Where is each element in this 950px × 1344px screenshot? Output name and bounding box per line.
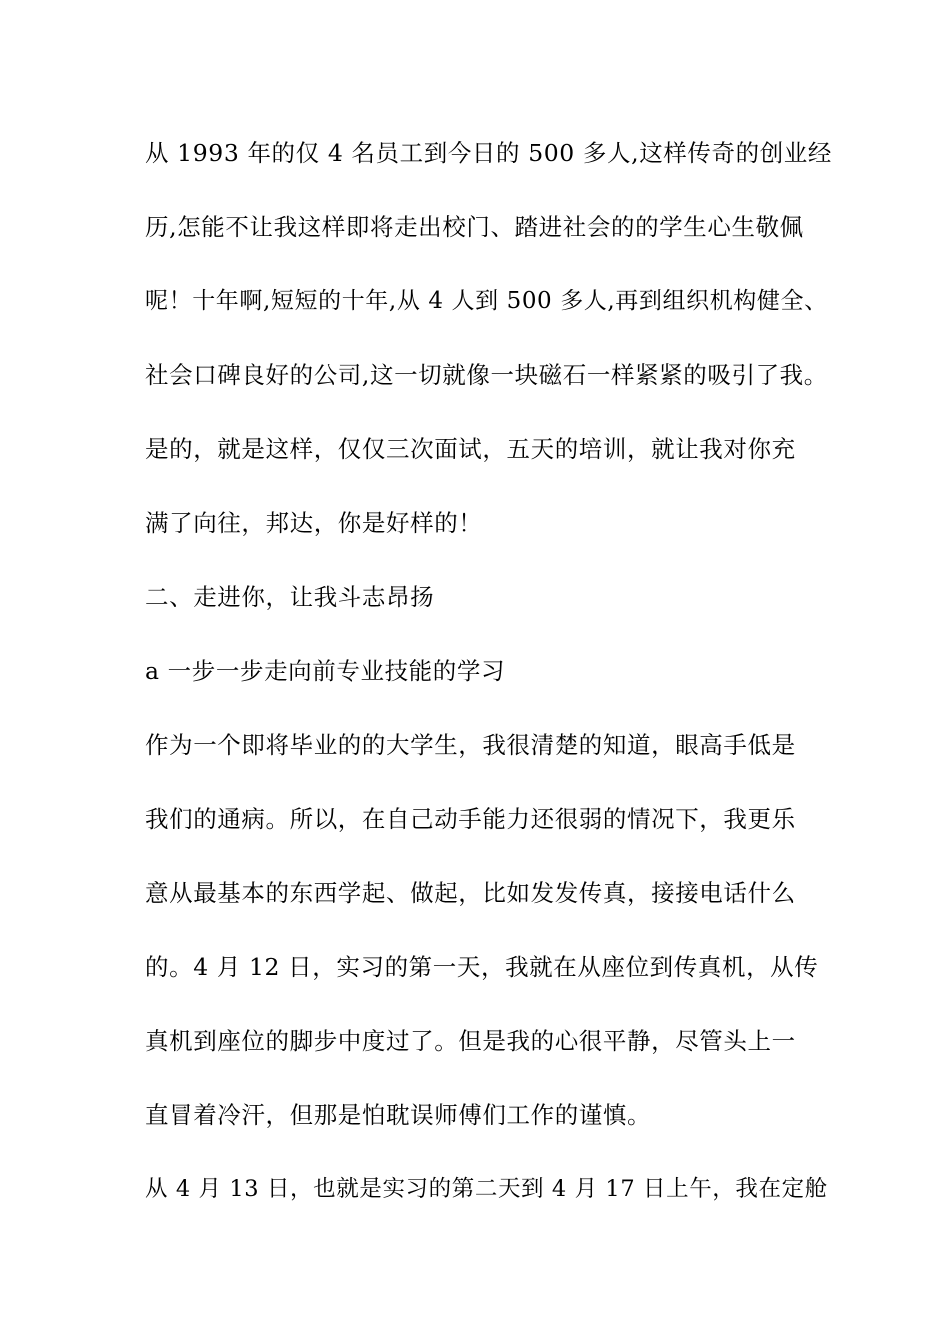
text-line: 直冒着冷汗，但那是怕耽误师傅们工作的谨慎。: [145, 1101, 652, 1129]
subsection-heading: a 一步一步走向前专业技能的学习: [145, 657, 506, 685]
document-body: [145, 133, 835, 1243]
text-line: 历,怎能不让我这样即将走出校门、踏进社会的的学生心生敬佩: [145, 213, 804, 241]
text-line: 我们的通病。所以，在自己动手能力还很弱的情况下，我更乐: [145, 805, 796, 833]
text-line: 从 1993 年的仅 4 名员工到今日的 500 多人,这样传奇的创业经: [145, 139, 833, 167]
text-line: 是的，就是这样，仅仅三次面试，五天的培训，就让我对你充: [145, 435, 796, 463]
text-line: 的。4 月 12 日，实习的第一天，我就在从座位到传真机，从传: [145, 953, 819, 981]
text-line: 真机到座位的脚步中度过了。但是我的心很平静，尽管头上一: [145, 1027, 796, 1055]
text-line: 意从最基本的东西学起、做起，比如发发传真，接接电话什么: [145, 879, 796, 907]
text-line: 作为一个即将毕业的的大学生，我很清楚的知道，眼高手低是: [145, 731, 796, 759]
text-line: 满了向往，邦达，你是好样的！: [145, 509, 483, 537]
section-heading: 二、走进你，让我斗志昂扬: [145, 583, 435, 611]
text-line: 从 4 月 13 日，也就是实习的第二天到 4 月 17 日上午，我在定舱: [145, 1176, 828, 1202]
text-line: 呢！十年啊,短短的十年,从 4 人到 500 多人,再到组织机构健全、: [145, 288, 828, 314]
text-line: 社会口碑良好的公司,这一切就像一块磁石一样紧紧的吸引了我。: [145, 361, 828, 389]
